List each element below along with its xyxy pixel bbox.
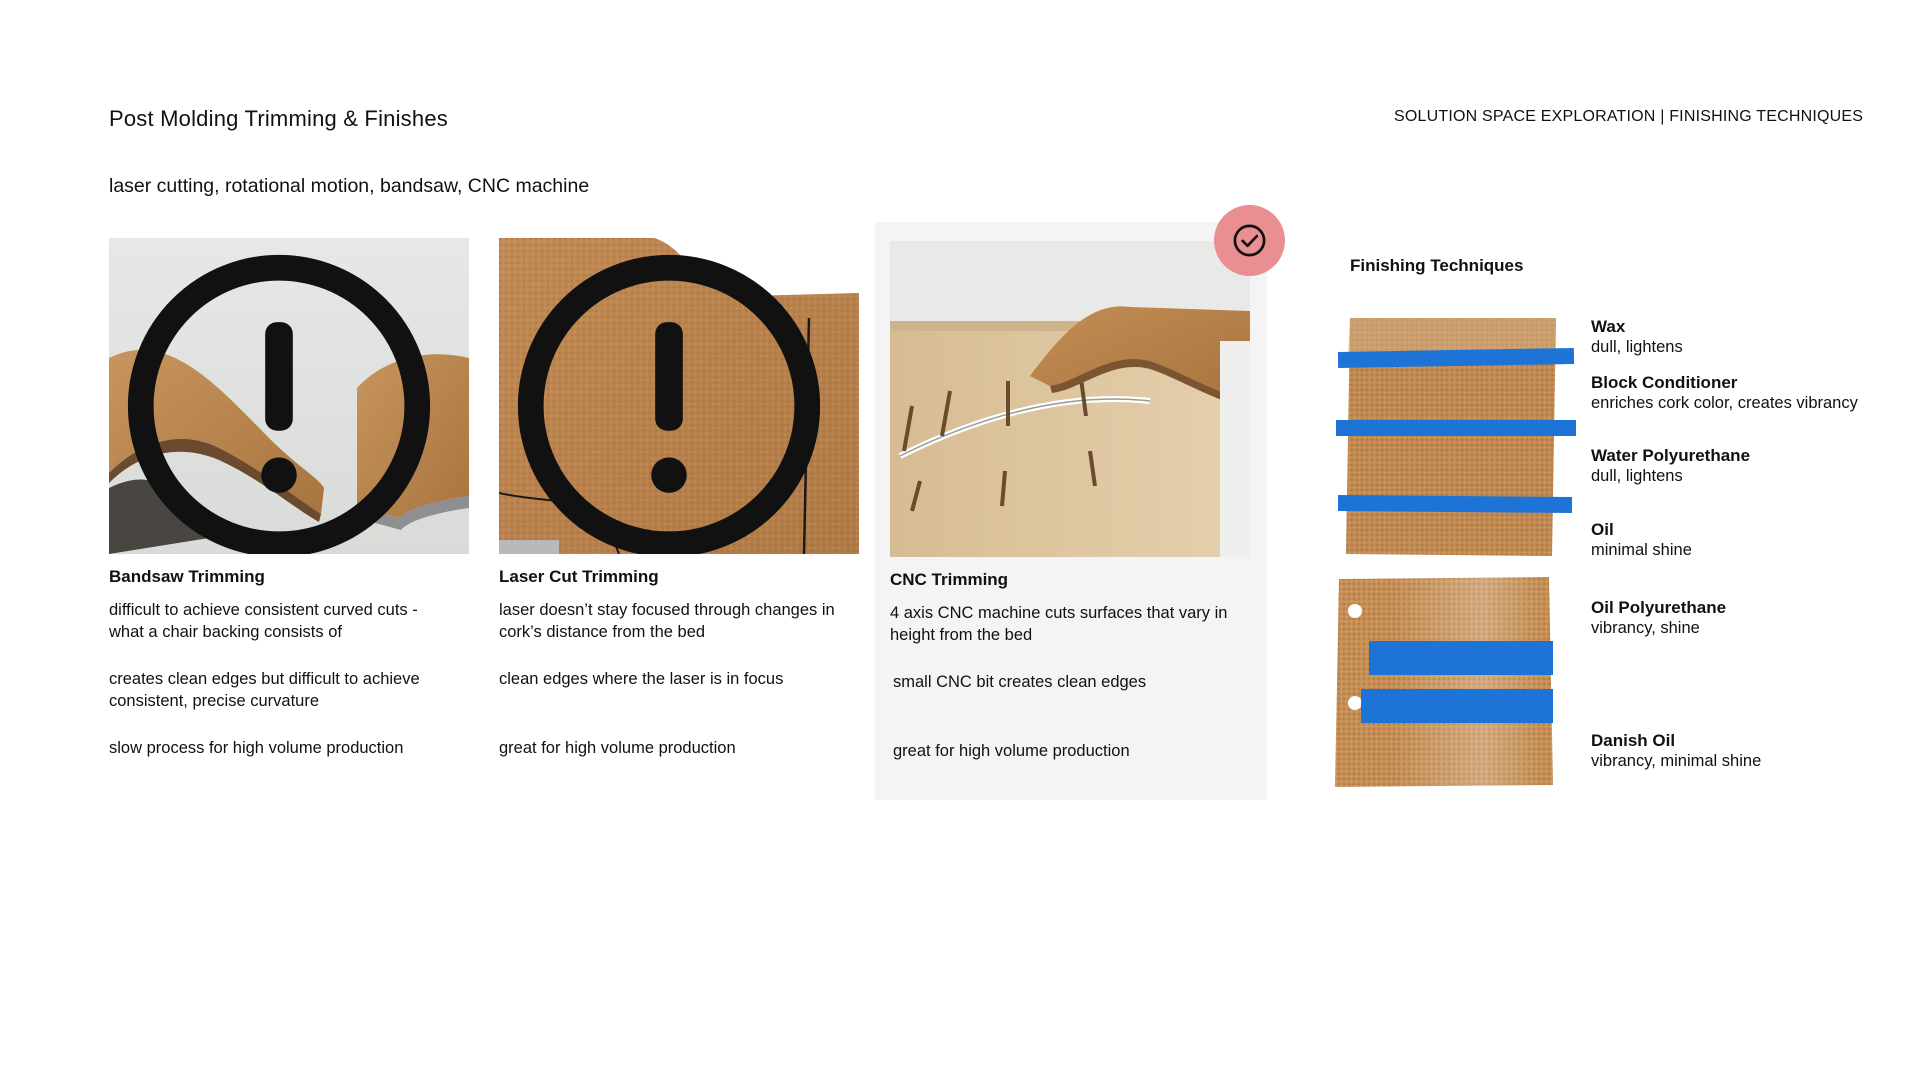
cnc-photo: [890, 241, 1250, 557]
check-icon: [1232, 223, 1267, 258]
finish-sample-board-top: [1336, 314, 1580, 558]
finish-note: enriches cork color, creates vibrancy: [1591, 394, 1858, 412]
finish-wax: [1591, 317, 1683, 357]
method-point: small CNC bit creates clean edges: [893, 673, 1147, 691]
cork-sample-image: [1333, 573, 1555, 791]
finish-note: vibrancy, minimal shine: [1591, 752, 1762, 770]
finish-note: vibrancy, shine: [1591, 619, 1700, 637]
finish-sample-board-bottom: [1333, 573, 1555, 791]
selected-badge: [1214, 205, 1285, 276]
finish-note: dull, lightens: [1591, 338, 1683, 356]
bandsaw-photo: [109, 238, 469, 554]
finish-name: Oil: [1591, 520, 1614, 539]
method-point: slow process for high volume production: [109, 739, 404, 757]
method-point: great for high volume production: [499, 739, 736, 757]
finish-oil-polyurethane: [1591, 598, 1726, 638]
alert-icon: [109, 248, 459, 554]
cnc-image: [890, 241, 1250, 557]
method-title: Bandsaw Trimming: [109, 567, 265, 586]
laser-photo: [499, 238, 859, 554]
method-title: Laser Cut Trimming: [499, 567, 659, 586]
page-subtitle: laser cutting, rotational motion, bandsaw, CNC machine: [109, 175, 590, 197]
finish-block-conditioner: [1591, 373, 1858, 413]
method-point: laser doesn’t stay focused through changes in cork’s distance from the bed: [499, 601, 835, 641]
finishing-heading: Finishing Techniques: [1350, 256, 1524, 275]
method-point: clean edges where the laser is in focus: [499, 670, 784, 688]
finish-danish-oil: [1591, 731, 1761, 771]
finish-name: Water Polyurethane: [1591, 446, 1751, 465]
finish-note: minimal shine: [1591, 541, 1692, 559]
method-point: great for high volume production: [893, 742, 1130, 760]
finish-name: Oil Polyurethane: [1591, 598, 1727, 617]
page-title: Post Molding Trimming & Finishes: [109, 106, 448, 131]
finish-name: Danish Oil: [1591, 731, 1676, 750]
method-point: 4 axis CNC machine cuts surfaces that vary in height from the bed: [890, 604, 1228, 644]
method-title: CNC Trimming: [890, 570, 1009, 589]
method-point: difficult to achieve consistent curved cuts - what a chair backing consists of: [109, 601, 418, 641]
section-label: SOLUTION SPACE EXPLORATION | FINISHING TECHNIQUES: [1394, 108, 1864, 125]
alert-icon: [499, 248, 849, 554]
method-point: creates clean edges but difficult to achieve consistent, precise curvature: [109, 670, 420, 710]
finish-name: Block Conditioner: [1591, 373, 1738, 392]
cork-sample-image: [1336, 314, 1580, 558]
finish-oil: [1591, 520, 1692, 560]
finish-note: dull, lightens: [1591, 467, 1683, 485]
finish-name: Wax: [1591, 317, 1626, 336]
finish-water-polyurethane: [1591, 446, 1750, 486]
